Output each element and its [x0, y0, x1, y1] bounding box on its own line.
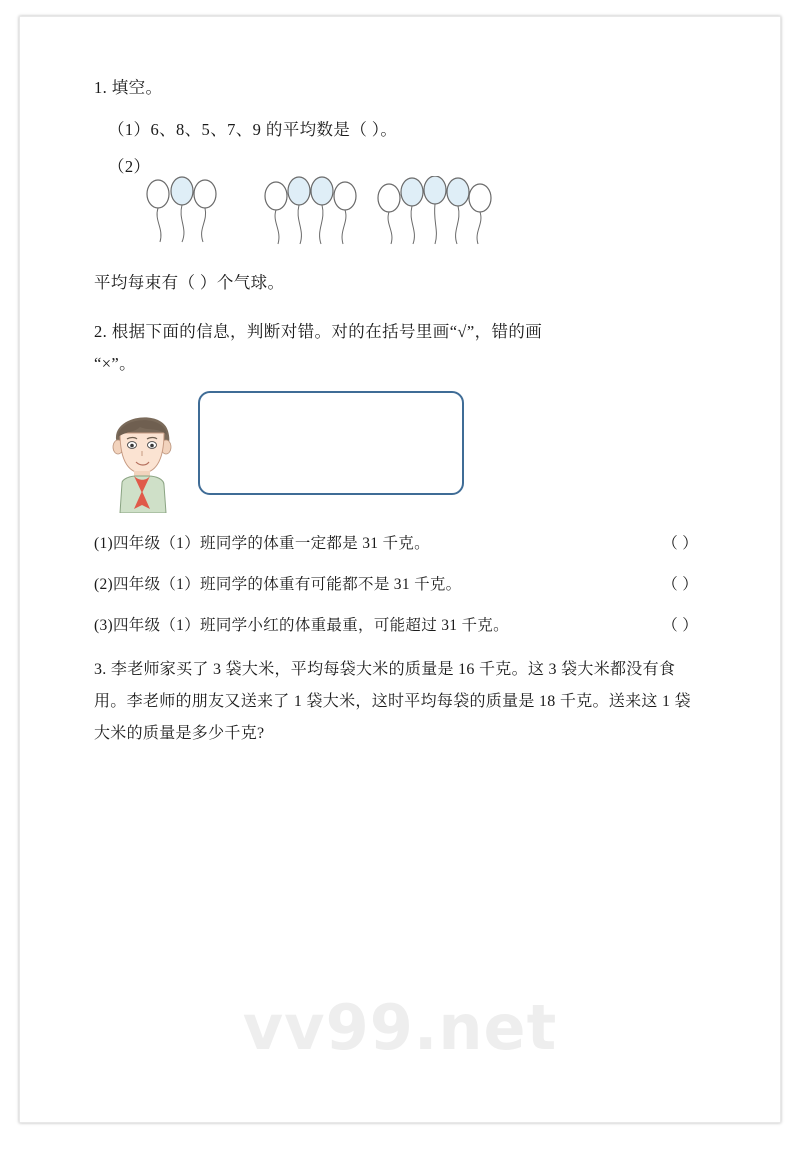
- question-2-item-2: [94, 572, 704, 594]
- balloon-illustration: [108, 176, 704, 256]
- question-3-text: 3. 李老师家买了 3 袋大米，平均每袋大米的质量是 16 千克。这 3 袋大米都没有食用。李老师的朋友又送来了 1 袋大米，这时平均每袋的质量是 18 千克。送来这 1 袋大米的质量是多少千克?: [94, 661, 691, 743]
- question-2-title-line2: “×”。: [94, 353, 137, 373]
- balloon-bunch-5-icon: [373, 176, 503, 256]
- worksheet-content: [94, 75, 704, 750]
- speech-bubble: [198, 391, 464, 495]
- balloon-bunch-4-icon: [258, 176, 378, 256]
- question-2-item-3: [94, 613, 704, 635]
- question-2-item-1-answer-box[interactable]: （ ）: [662, 535, 698, 553]
- question-1-part-b-label: （2）: [108, 156, 151, 176]
- question-2-item-3-text: (3)四年级（1）班同学小红的体重最重，可能超过 31 千克。: [94, 617, 509, 635]
- balloon-bunch-3-icon: [138, 176, 248, 256]
- boy-illustration-icon: [96, 401, 192, 513]
- question-2-item-2-answer-box[interactable]: （ ）: [662, 576, 698, 594]
- question-2-item-2-text: (2)四年级（1）班同学的体重有可能都不是 31 千克。: [94, 576, 462, 594]
- question-1-title: 1. 填空。: [94, 78, 163, 97]
- boy-speech-figure: [94, 391, 704, 521]
- watermark: vv99.net: [242, 991, 558, 1064]
- question-2-title-line1: 2. 根据下面的信息，判断对错。对的在括号里画“√”，错的画: [94, 321, 543, 341]
- question-1-part-a: （1）6、8、5、7、9 的平均数是（ ）。: [108, 120, 398, 140]
- question-2-item-1-text: (1)四年级（1）班同学的体重一定都是 31 千克。: [94, 535, 430, 553]
- question-2-item-3-answer-box[interactable]: （ ）: [662, 617, 698, 635]
- question-2-item-1: [94, 531, 704, 553]
- question-1-part-b-text: 平均每束有（ ）个气球。: [94, 273, 285, 293]
- worksheet-page: [19, 16, 781, 1123]
